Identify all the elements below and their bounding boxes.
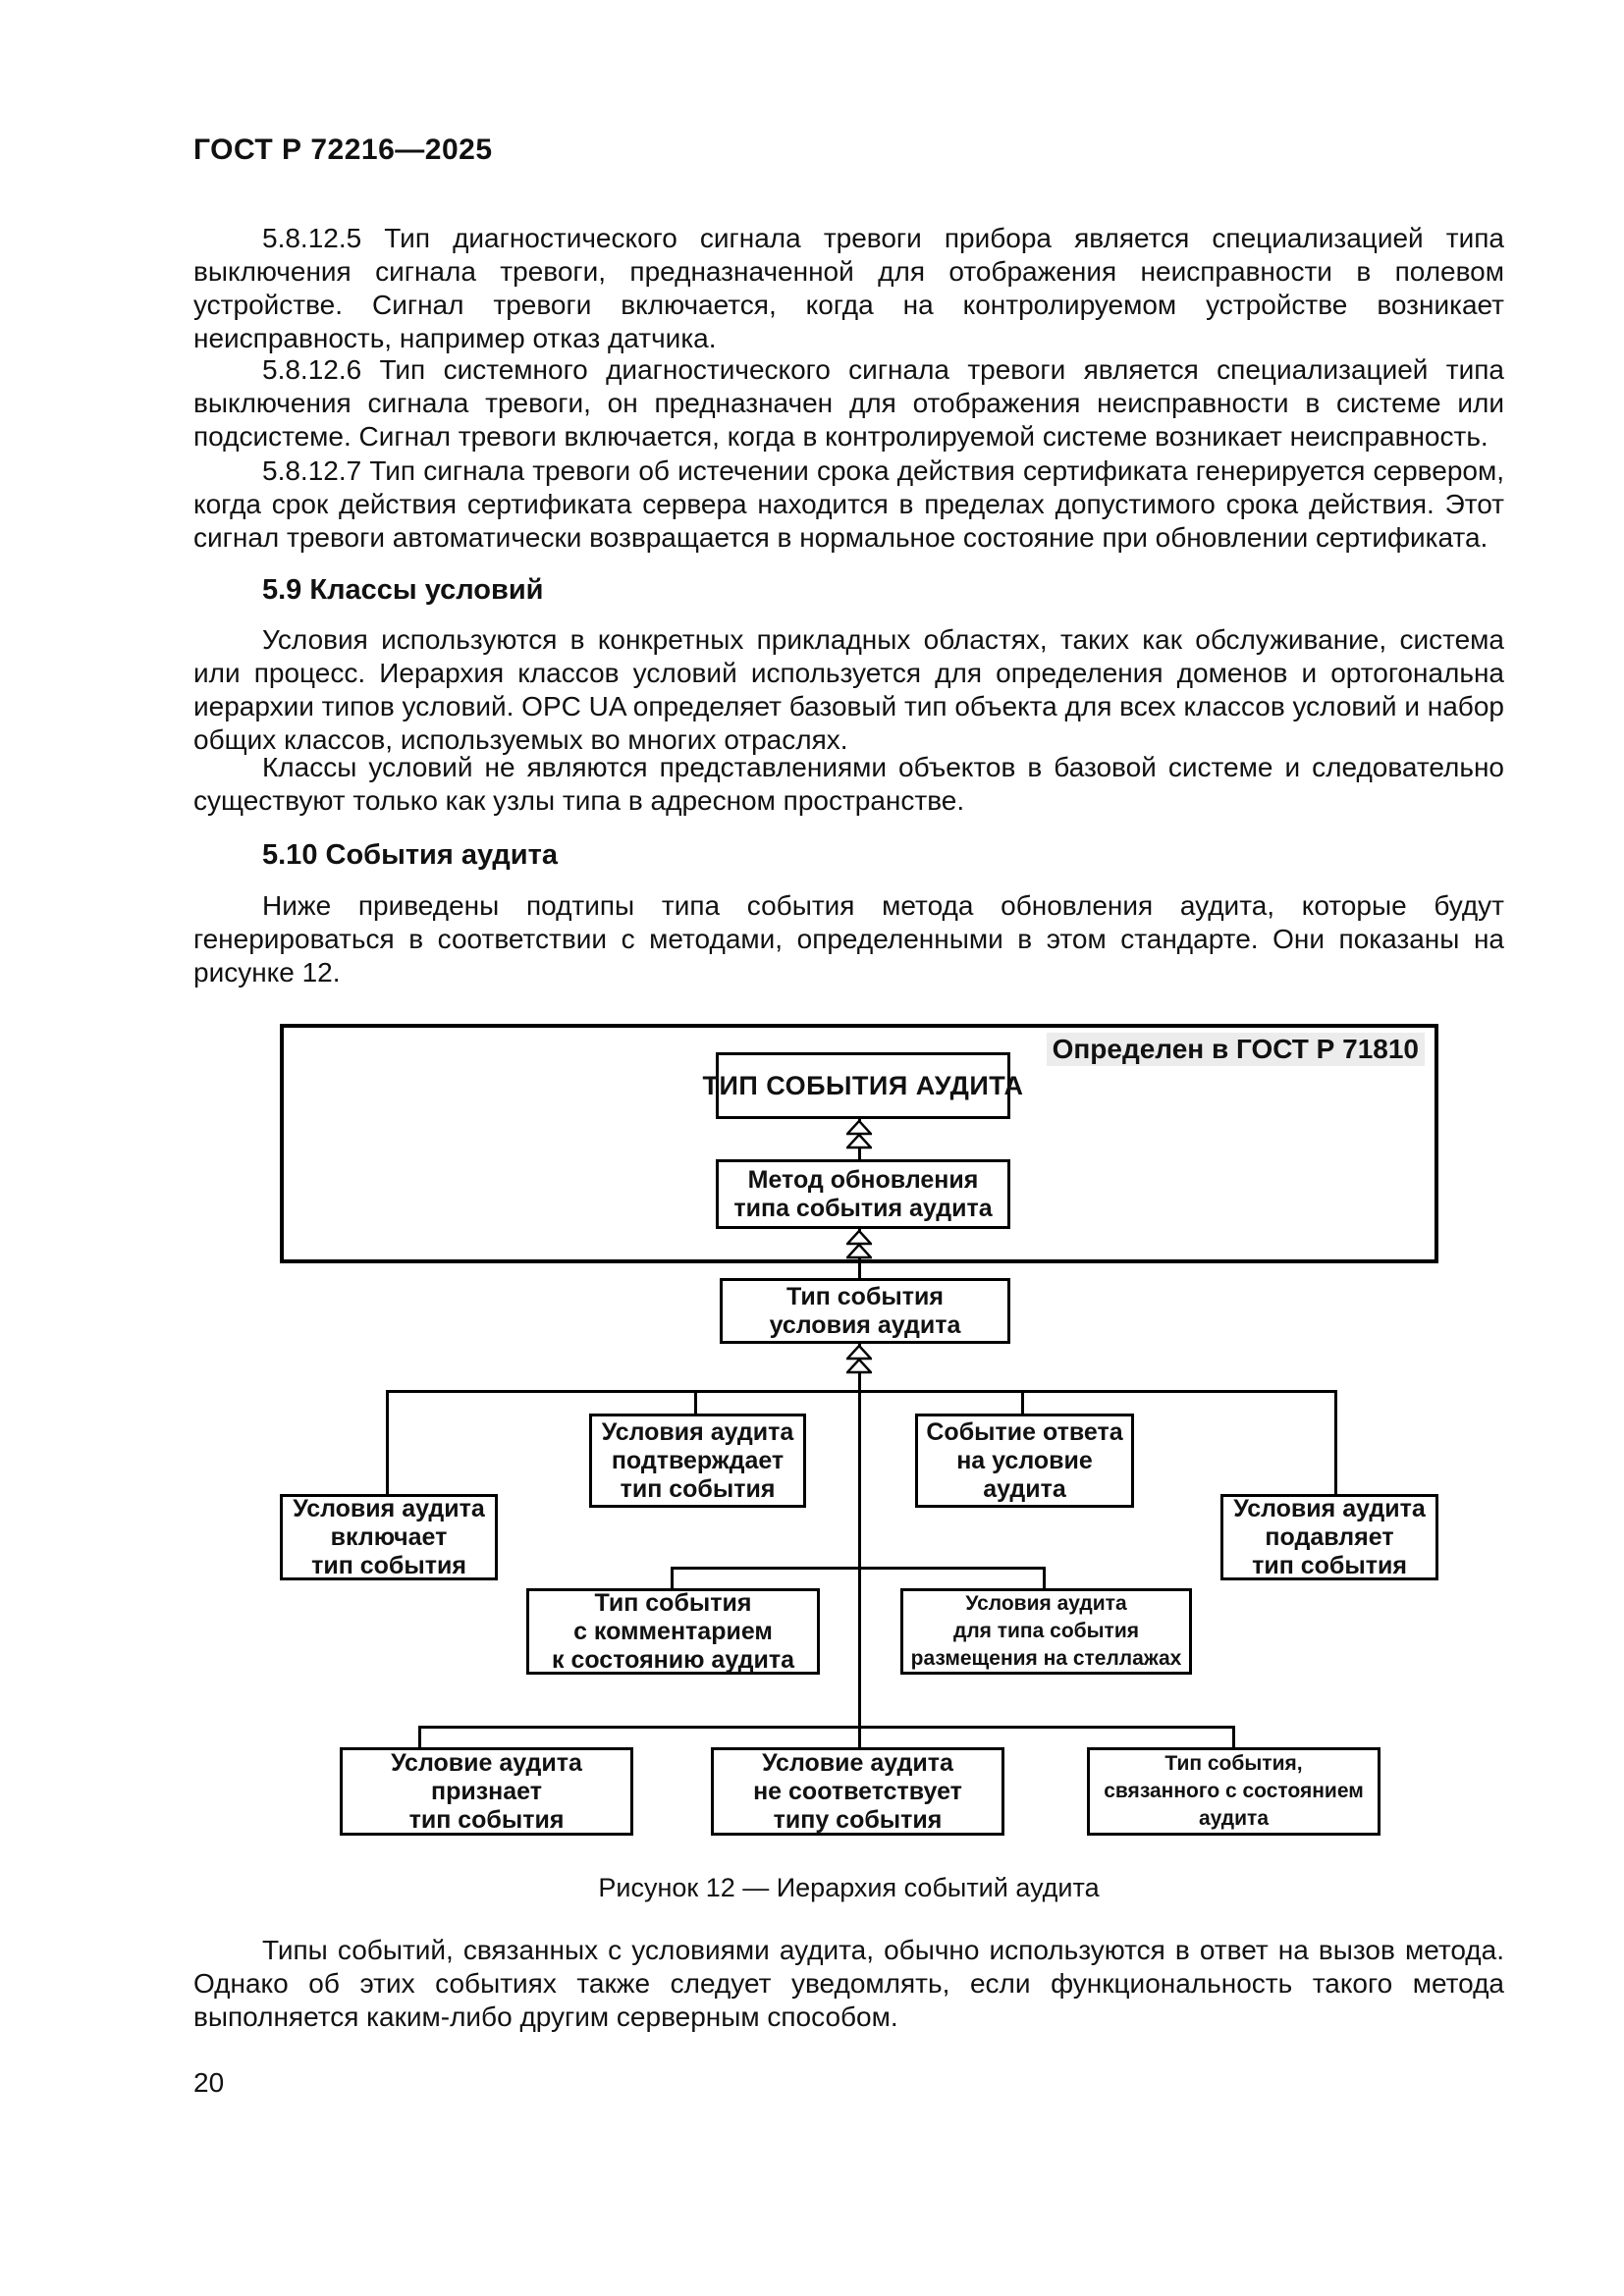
- paragraph-5-8-12-6: 5.8.12.6 Тип системного диагностического сигнала тревоги является специализацией типа выключения сигнала тревоги, он предназначен для отображения неисправности в системе или подсистеме. Сигнал тревоги включается, когда в контролируемой системе возникает неисправность.: [193, 354, 1504, 452]
- node-audit-condition-acknowledge: Условие аудита признает тип события: [340, 1747, 633, 1836]
- inheritance-arrow-icon: [846, 1230, 872, 1259]
- paragraph-condition-classes-2: Классы условий не являются представлениями объектов в базовой системе и следовательно существуют только как узлы типа в адресном пространстве.: [193, 752, 1504, 816]
- connector-line: [1334, 1390, 1337, 1494]
- document-header: ГОСТ Р 72216—2025: [193, 133, 493, 166]
- node-audit-state-comment-event: Тип события с комментарием к состоянию аудита: [526, 1588, 820, 1675]
- paragraph-audit-events-outro: Типы событий, связанных с условиями аудита, обычно используются в ответ на вызов метода. Однако об этих событиях также следует уведомлять, если функциональность такого метода выполняется каким-либо другим серверным способом.: [193, 1935, 1504, 2032]
- node-audit-condition-event-type: Тип события условия аудита: [720, 1278, 1010, 1344]
- node-audit-event-type: ТИП СОБЫТИЯ АУДИТА: [716, 1052, 1010, 1119]
- connector-line: [1043, 1567, 1046, 1588]
- node-audit-condition-mismatch: Условие аудита не соответствует типу события: [711, 1747, 1004, 1836]
- node-audit-condition-confirm: Условия аудита подтверждает тип события: [589, 1414, 806, 1508]
- connector-line: [386, 1390, 389, 1494]
- inheritance-arrow-icon: [846, 1345, 872, 1374]
- inheritance-arrow-icon: [846, 1120, 872, 1149]
- connector-line: [858, 1344, 861, 1747]
- paragraph-5-8-12-5: 5.8.12.5 Тип диагностического сигнала тревоги прибора является специализацией типа выключения сигнала тревоги, предназначенной для отображения неисправности в полевом устройстве. Сигнал тревоги включается, когда на контролируемом устройстве возникает неисправность, например отказ датчика.: [193, 223, 1504, 353]
- paragraph-audit-events-intro: Ниже приведены подтипы типа события метода обновления аудита, которые будут генерироваться в соответствии с методами, определенными в этом стандарте. Они показаны на рисунке 12.: [193, 890, 1504, 988]
- paragraph-condition-classes-1: Условия используются в конкретных прикладных областях, таких как обслуживание, система или процесс. Иерархия классов условий используется для определения доменов и ортогональна иерархии типов условий. OPC UA определяет базовый тип объекта для всех классов условий и набор общих классов, используемых во многих отраслях.: [193, 624, 1504, 755]
- connector-line-level3: [419, 1726, 1235, 1729]
- connector-line: [1232, 1726, 1235, 1747]
- connector-line: [418, 1726, 421, 1747]
- connector-line-level1: [387, 1390, 1337, 1393]
- paragraph-5-8-12-7: 5.8.12.7 Тип сигнала тревоги об истечении срока действия сертификата генерируется сервером, когда срок действия сертификата сервера находится в пределах допустимого срока действия. Этот сигнал тревоги автоматически возвращается в нормальное состояние при обновлении сертификата.: [193, 455, 1504, 553]
- connector-line: [1021, 1390, 1024, 1414]
- node-audit-state-related-event: Тип события, связанного с состоянием аудита: [1087, 1747, 1380, 1836]
- heading-5-9: 5.9 Классы условий: [262, 574, 544, 606]
- node-audit-condition-suppress: Условия аудита подавляет тип события: [1220, 1494, 1438, 1580]
- node-audit-condition-shelving-event: Условия аудита для типа события размещения на стеллажах: [900, 1588, 1192, 1675]
- page-number: 20: [193, 2067, 225, 2098]
- connector-line: [694, 1390, 697, 1414]
- connector-line-level2: [671, 1567, 1046, 1570]
- connector-line: [671, 1567, 674, 1588]
- node-audit-update-method-event-type: Метод обновления типа события аудита: [716, 1159, 1010, 1229]
- node-audit-condition-response-event: Событие ответа на условие аудита: [915, 1414, 1134, 1508]
- node-audit-condition-enable: Условия аудита включает тип события: [280, 1494, 498, 1580]
- figure-12-diagram: [280, 1021, 1440, 1838]
- heading-5-10: 5.10 События аудита: [262, 839, 558, 871]
- figure-frame-label: Определен в ГОСТ Р 71810: [1047, 1033, 1425, 1066]
- figure-caption: Рисунок 12 — Иерархия событий аудита: [598, 1873, 1100, 1902]
